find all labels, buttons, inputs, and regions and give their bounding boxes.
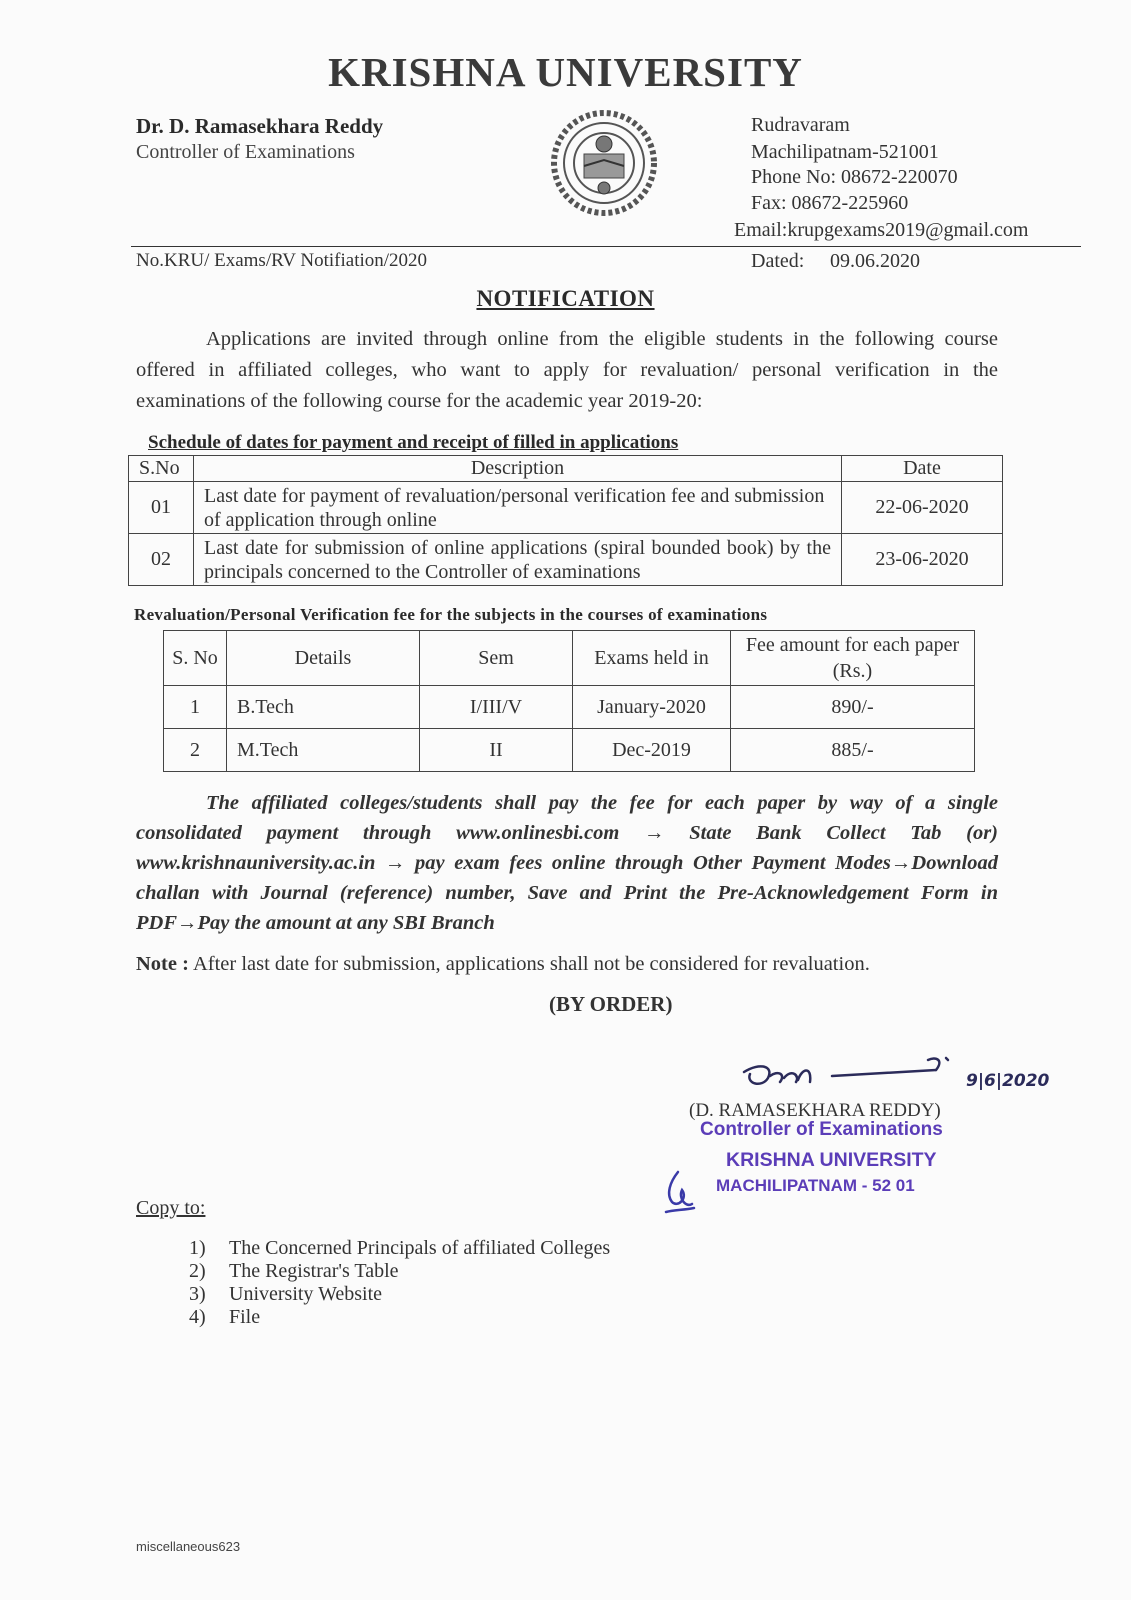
initials-icon — [660, 1168, 706, 1218]
stamp-line1: Controller of Examinations — [700, 1119, 943, 1140]
schedule-table — [128, 455, 1003, 586]
note-text: After last date for submission, applications shall not be considered for revaluation. — [192, 953, 870, 975]
table-row — [129, 534, 1003, 586]
schedule-sno: 01 — [129, 482, 194, 534]
fee-exams-held: January-2020 — [573, 686, 731, 729]
table-row — [129, 482, 1003, 534]
phone-number: Phone No: 08672-220070 — [751, 166, 958, 188]
schedule-date: 22-06-2020 — [842, 482, 1003, 534]
schedule-sno: 02 — [129, 534, 194, 586]
email-address: Email:krupgexams2019@gmail.com — [734, 219, 1029, 241]
fee-header-details: Details — [227, 631, 420, 686]
schedule-header-description: Description — [194, 456, 842, 482]
schedule-date: 23-06-2020 — [842, 534, 1003, 586]
copy-to-label: Copy to: — [136, 1197, 206, 1219]
fee-exams-held: Dec-2019 — [573, 729, 731, 772]
controller-name: Dr. D. Ramasekhara Reddy — [136, 114, 384, 138]
note-label: Note : — [136, 953, 189, 975]
fee-caption: Revaluation/Personal Verification fee for the subjects in the courses of examinations — [134, 605, 768, 624]
address-line1: Rudravaram — [751, 114, 850, 136]
fee-sno: 2 — [164, 729, 227, 772]
stamp-line2: KRISHNA UNIVERSITY — [726, 1149, 937, 1171]
table-row — [164, 686, 975, 729]
note — [136, 953, 870, 976]
dated-label: Dated: — [751, 250, 805, 272]
schedule-header-sno: S.No — [129, 456, 194, 482]
signer-name: (D. RAMASEKHARA REDDY) — [689, 1100, 941, 1121]
fee-header-amount: Fee amount for each paper (Rs.) — [731, 631, 975, 686]
signature-icon — [740, 1048, 1070, 1104]
list-item: 3) University Website — [189, 1283, 382, 1305]
schedule-description: Last date for submission of online applications (spiral bounded book) by the principals concerned to the Controller of examinations — [194, 534, 842, 586]
university-title: KRISHNA UNIVERSITY — [328, 49, 803, 95]
fee-header-sem: Sem — [420, 631, 573, 686]
fee-details: M.Tech — [227, 729, 420, 772]
copy-to-list — [189, 1237, 610, 1329]
fee-amount: 885/- — [731, 729, 975, 772]
fee-sem: II — [420, 729, 573, 772]
stamp-line3: MACHILIPATNAM - 52 01 — [716, 1176, 915, 1195]
fee-sno: 1 — [164, 686, 227, 729]
header-divider — [131, 246, 1081, 247]
footer-label: miscellaneous623 — [136, 1539, 241, 1554]
fee-sem: I/III/V — [420, 686, 573, 729]
notification-intro: Applications are invited through online from the eligible students in the following course offered in affiliated colleges, who want to apply for revaluation/ personal verification in the examinations of the following course for the academic year 2019-20: — [136, 328, 998, 412]
university-seal-icon — [536, 104, 672, 222]
signature-date: 9|6|2020 — [966, 1071, 1050, 1091]
list-item: 4) File — [189, 1306, 261, 1328]
fee-table — [163, 630, 975, 772]
fee-details: B.Tech — [227, 686, 420, 729]
schedule-caption: Schedule of dates for payment and receipt of filled in applications — [148, 432, 679, 453]
by-order: (BY ORDER) — [549, 992, 673, 1016]
reference-number: No.KRU/ Exams/RV Notifiation/2020 — [136, 250, 428, 271]
controller-designation: Controller of Examinations — [136, 141, 355, 163]
notification-heading: NOTIFICATION — [476, 286, 655, 311]
fee-header-sno: S. No — [164, 631, 227, 686]
address-line2: Machilipatnam-521001 — [751, 141, 939, 163]
fee-header-exams-held: Exams held in — [573, 631, 731, 686]
schedule-header-date: Date — [842, 456, 1003, 482]
dated-value: 09.06.2020 — [830, 250, 920, 272]
list-item: 2) The Registrar's Table — [189, 1260, 399, 1282]
fee-amount: 890/- — [731, 686, 975, 729]
list-item: 1) The Concerned Principals of affiliated Colleges — [189, 1237, 611, 1259]
schedule-description: Last date for payment of revaluation/personal verification fee and submission of application through online — [194, 482, 842, 534]
table-row — [164, 729, 975, 772]
fax-number: Fax: 08672-225960 — [751, 192, 909, 214]
payment-instructions: The affiliated colleges/students shall pay the fee for each paper by way of a single consolidated payment through www.onlinesbi.com → State Bank Collect Tab (or) www.krishnauniversity.ac.in → pay exam fees online through Other Payment Modes→Download challan with Journal (reference) number, Save and Print the Pre-Acknowledgement Form in PDF→Pay the amount at any SBI Branch — [136, 792, 998, 934]
